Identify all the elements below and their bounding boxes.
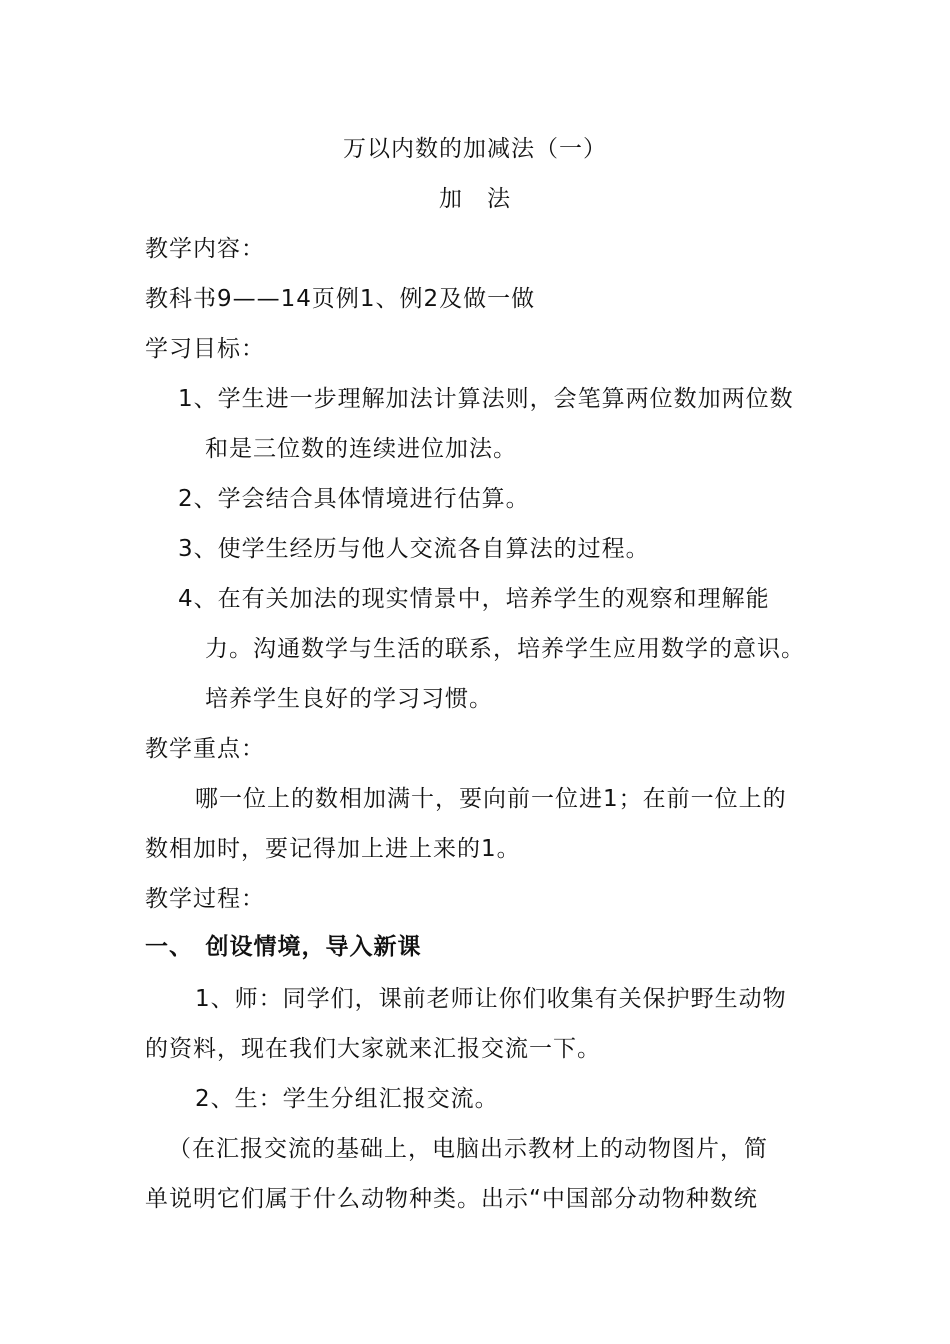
objective-item-4-line-3: 培养学生良好的学习习惯。 bbox=[205, 686, 493, 712]
objective-item-4-line-2: 力。沟通数学与生活的联系，培养学生应用数学的意识。 bbox=[205, 636, 805, 662]
objective-item-1-line-1: 1、学生进一步理解加法计算法则，会笔算两位数加两位数 bbox=[178, 386, 794, 412]
process-paragraph-3-line-2: 单说明它们属于什么动物种类。出示“中国部分动物种数统 bbox=[145, 1186, 758, 1212]
process-paragraph-3-line-1: （在汇报交流的基础上，电脑出示教材上的动物图片，简 bbox=[168, 1136, 768, 1162]
section-heading-key-points: 教学重点： bbox=[145, 736, 265, 762]
content-text: 教科书9——14页例1、例2及做一做 bbox=[145, 286, 536, 312]
process-paragraph-1-line-1: 1、师：同学们，课前老师让你们收集有关保护野生动物 bbox=[195, 986, 787, 1012]
objective-item-4-line-1: 4、在有关加法的现实情景中，培养学生的观察和理解能 bbox=[178, 586, 770, 612]
process-paragraph-1-line-2: 的资料，现在我们大家就来汇报交流一下。 bbox=[145, 1036, 601, 1062]
key-points-line-2: 数相加时，要记得加上进上来的1。 bbox=[145, 836, 521, 862]
key-points-line-1: 哪一位上的数相加满十，要向前一位进1；在前一位上的 bbox=[195, 786, 787, 812]
document-title: 万以内数的加减法（一） bbox=[343, 136, 607, 162]
process-paragraph-2: 2、生：学生分组汇报交流。 bbox=[195, 1086, 499, 1112]
objective-item-3: 3、使学生经历与他人交流各自算法的过程。 bbox=[178, 536, 650, 562]
section-heading-process: 教学过程： bbox=[145, 886, 265, 912]
process-section-1-title: 一、 创设情境，导入新课 bbox=[145, 934, 422, 960]
section-heading-content: 教学内容： bbox=[145, 236, 265, 262]
section-heading-objectives: 学习目标： bbox=[145, 336, 265, 362]
objective-item-2: 2、学会结合具体情境进行估算。 bbox=[178, 486, 530, 512]
document-subtitle: 加 法 bbox=[439, 186, 511, 212]
objective-item-1-line-2: 和是三位数的连续进位加法。 bbox=[205, 436, 517, 462]
